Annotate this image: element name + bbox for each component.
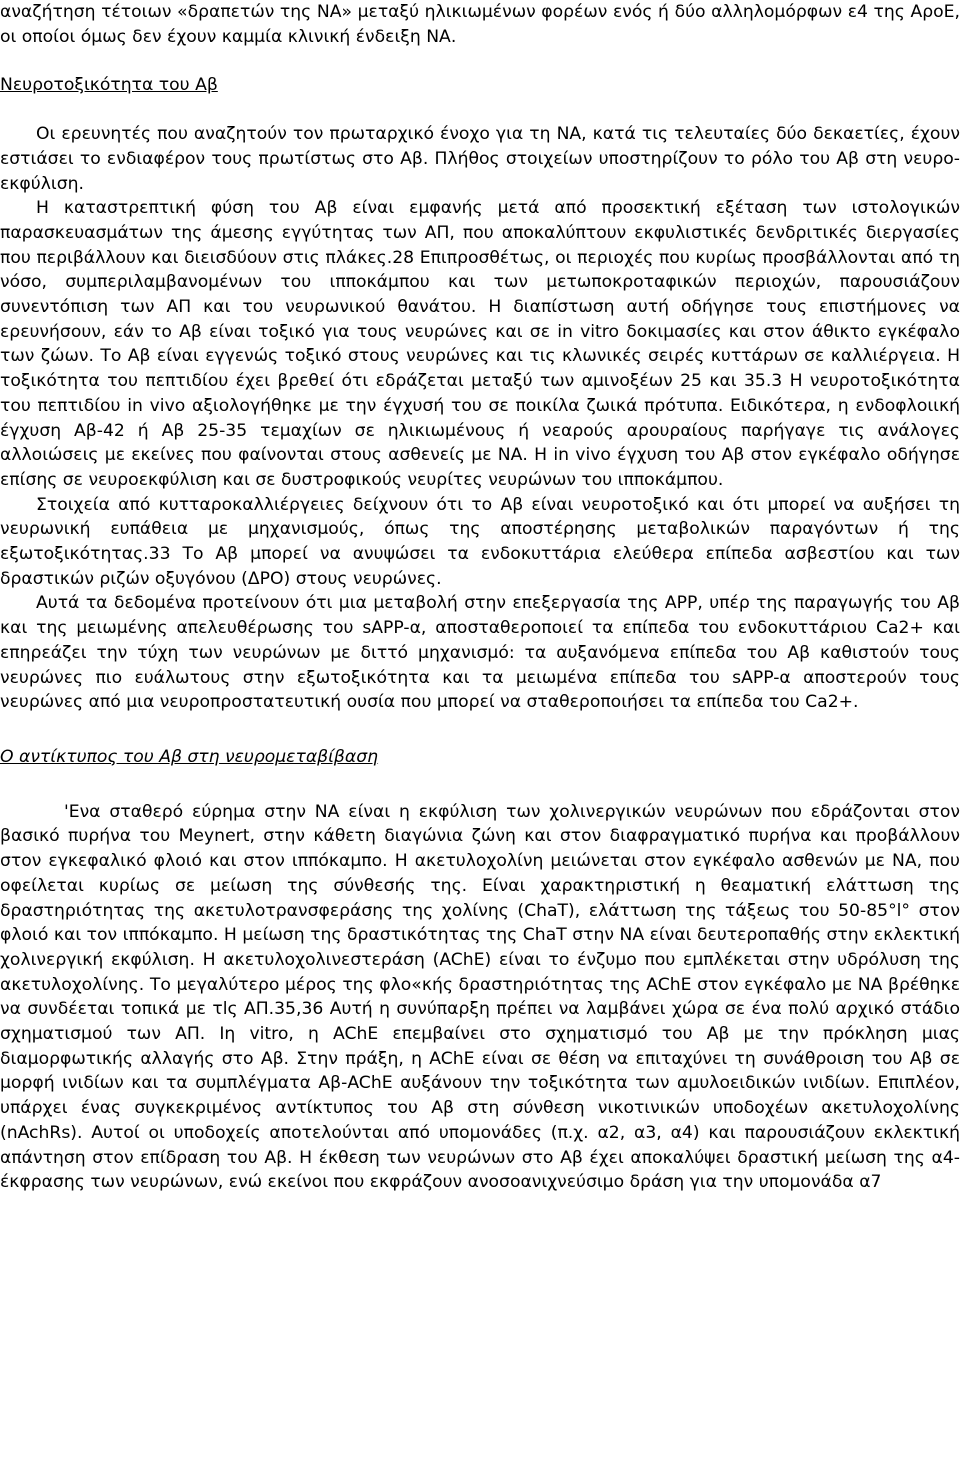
- body-paragraph: Στοιχεία από κυτταροκαλλιέργειες δείχνουν ότι το Αβ είναι νευροτοξικό και ότι μπορεί να αυξήσει τη νευρωνική ευπάθεια με μηχανισμούς, όπως της αποστέρησης μεταβολικών παραγόντων ή της εξωτοξικότητας.33 Το Αβ μπορεί να ανυψώσει τα ενδοκυττάρια ελεύθερα επίπεδα ασβεστίου και των δραστικών ριζών οξυγόνου (ΔΡΟ) στους νευρώνες.: [0, 494, 960, 589]
- section-heading-neurotransmission: Ο αντίκτυπος του Αβ στη νευρομεταβίβαση: [0, 746, 379, 767]
- intro-paragraph: αναζήτηση τέτοιων «δραπετών της ΝΑ» μεταξύ ηλικιωμένων φορέων ενός ή δύο αλληλομόρφων ε4 της ΑροΕ, οι οποίοι όμως δεν έχουν καμμία κλινική ένδειξη ΝΑ.: [0, 2, 960, 47]
- section-heading-neurotoxicity: Νευροτοξικότητα του Αβ: [0, 75, 218, 96]
- body-paragraph: Οι ερευνητές που αναζητούν τον πρωταρχικό ένοχο για τη ΝΑ, κατά τις τελευταίες δύο δεκαετίες, έχουν εστιάσει το ενδιαφέρον τους πρωτίστως στο Αβ. Πλήθος στοιχείων υποστηρίζουν το ρόλο του Αβ στη νευρο-εκφύλιση.: [0, 124, 960, 194]
- body-paragraph: Η καταστρεπτική φύση του Αβ είναι εμφανής μετά από προσεκτική εξέταση των ιστολογικών παρασκευασμάτων της άμεσης εγγύτητας των ΑΠ, που αποκαλύπτουν εκφυλιστικές δενδριτικές διεργασίες που περιβάλλουν και διεισδύουν στις πλάκες.28 Επιπροσθέτως, οι περιοχές που κυρίως προσβάλλονται από τη νόσο, συμπεριλαμβανομένων του ιπποκάμπου και των μετωποκροταφικών περιοχών, παρουσιάζουν συνεντόπιση των ΑΠ και του νευρωνικού θανάτου. Η διαπίστωση αυτή οδήγησε τους επιστήμονες να ερευνήσουν, εάν το Αβ είναι τοξικό για τους νευρώνες και σε in vitro δοκιμασίες και στον άθικτο εγκέφαλο των ζώων. Το Αβ είναι εγγενώς τοξικό στους νευρώνες και τις κλωνικές σειρές κυττάρων σε καλλιέργεια. Η τοξικότητα του πεπτιδίου έχει βρεθεί ότι εδράζεται μεταξύ των αμινοξέων 25 και 35.3 Η νευροτοξικότητα του πεπτιδίου in vivo αξιολογήθηκε με την έγχυσή του σε ποικίλα ζωικά πρότυπα. Ειδικότερα, η ενδοφλοιική έγχυση Αβ-42 ή Αβ 25-35 τεμαχίων σε ηλικιωμένους ή νεαρούς αρουραίους παρήγαγε τις ανάλογες αλλοιώσεις με εκείνες που φαίνονται στους ασθενείς με ΝΑ. Η in vivo έγχυση του Αβ στον εγκέφαλο οδήγησε επίσης σε νευροεκφύλιση και σε δυστροφικούς νευρίτες νευρώνων του ιπποκάμπου.: [0, 198, 960, 490]
- spacer: [0, 715, 960, 745]
- body-paragraph: 'Ενα σταθερό εύρημα στην ΝΑ είναι η εκφύλιση των χολινεργικών νευρώνων που εδράζονται στον βασικό πυρήνα του Meynert, στην κάθετη διαγώνια ζώνη και στον διαφραγματικό πυρήνα και προβάλλουν στον εγκεφαλικό φλοιό και στον ιππόκαμπο. Η ακετυλοχολίνη μειώνεται στον εγκέφαλο ασθενών με ΝΑ, που οφείλεται κυρίως σε μείωση της σύνθεσής της. Είναι χαρακτηριστική η θεαματική ελάττωση της δραστηριότητας της ακετυλοτρανσφεράσης της χολίνης (ChaT), ελάττωση της τάξεως του 50-85°l° στον φλοιό και τον ιππόκαμπο. Η μείωση της δραστικότητας της ChaT στην ΝΑ είναι δευτεροπαθής στην εκλεκτική χολινεργική εκφύλιση. Η ακετυλοχολινεστεράση (AChE) είναι το ένζυμο που εμπλέκεται στην υδρόλυση της ακετυλοχολίνης. Το μεγαλύτερο μέρος της φλο«κής δραστηριότητας της AChE στον εγκέφαλο με ΝΑ βρέθηκε να συνδέεται τοπικά με τlς ΑΠ.35,36 Αυτή η συνύπαρξη πρέπει να λαμβάνει χώρα σε ένα πολύ αρχικό στάδιο σχηματισμού των ΑΠ. Ιη vitro, η AChE επεμβαίνει στο σχηματισμό του Αβ με την πρόκληση μιας διαμορφωτικής αλλαγής στο Αβ. Στην πράξη, η AChE είναι σε θέση να επιταχύνει τη συνάθροιση του Αβ σε μορφή ινιδίων και τα συμπλέγματα Αβ-AChE αυξάνουν την τοξικότητα των αμυλοειδικών ινιδίων. Επιπλέον, υπάρχει ένας συγκεκριμένος αντίκτυπος του Αβ στη σύνθεση νικοτινικών υποδοχέων ακετυλοχολίνης (nAchRs). Αυτοί οι υποδοχείς αποτελούνται από υπομονάδες (π.χ. α2, α3, α4) και παρουσιάζουν εκλεκτική απάντηση στον επίδραση του Αβ. Η έκθεση των νευρώνων στο Αβ έχει αποκαλύψει δραστική μείωση της α4-έκφρασης των νευρώνων, ενώ εκείνοι που εκφράζουν ανοσοανιχνεύσιμο δράση για την υπομονάδα α7: [0, 801, 960, 1193]
- spacer: [0, 770, 960, 800]
- body-paragraph: Αυτά τα δεδομένα προτείνουν ότι μια μεταβολή στην επεξεργασία της ΑΡΡ, υπέρ της παραγωγής του Αβ και της μειωμένης απελευθέρωσης του sAPP-α, αποσταθεροποιεί τα επίπεδα του ενδοκυττάριου Ca2+ και επηρεάζει την τύχη των νευρώνων με διττό μηχανισμό: τα αυξανόμενα επίπεδα του Αβ καθιστούν τους νευρώνες πιο ευάλωτους στην εξωτοξικότητα και τα μειωμένα επίπεδα του sAPP-α αποστερούν τους νευρώνες από μια νευροπροστατευτική ουσία που μπορεί να σταθεροποιήσει τα επίπεδα του Ca2+.: [0, 593, 960, 713]
- spacer: [0, 49, 960, 73]
- spacer: [0, 98, 960, 122]
